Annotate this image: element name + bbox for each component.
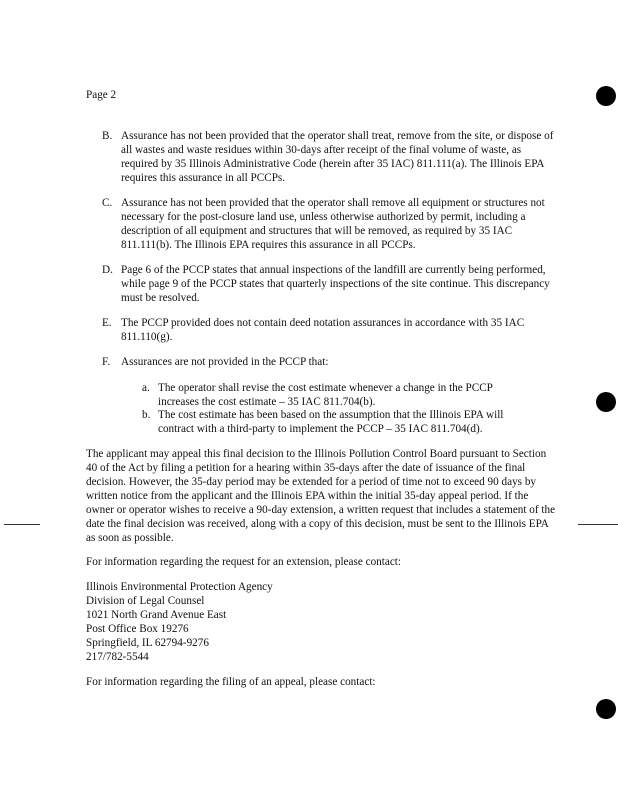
hole-punch-top [596, 86, 616, 106]
list-item-d [102, 263, 558, 305]
sub-item-b [142, 408, 534, 436]
address-line: Post Office Box 19276 [86, 623, 189, 635]
list-text: Page 6 of the PCCP states that annual inspections of the landfill are currently being performed, while page 9 of the PCCP states that quarterly inspections of the site continue. This discrepancy must be resolved. [121, 264, 550, 304]
list-letter: E. [102, 317, 112, 329]
margin-rule-right [578, 524, 618, 525]
margin-rule-left [4, 524, 40, 525]
page-label: Page 2 [86, 89, 117, 101]
list-letter: C. [102, 197, 113, 209]
extension-info: For information regarding the request for an extension, please contact: [86, 556, 402, 568]
list-item-c [102, 196, 558, 252]
address-line: Illinois Environmental Protection Agency [86, 581, 273, 593]
sub-text: The cost estimate has been based on the assumption that the Illinois EPA will contract with a third-party to implement the PCCP – 35 IAC 811.704(d). [158, 409, 504, 435]
list-item-e [102, 316, 558, 344]
appeal-paragraph: The applicant may appeal this final decision to the Illinois Pollution Control Board pursuant to Section 40 of the Act by filing a petition for a hearing within 35-days after the date of issuance of the final decision. However, the 35-day period may be extended for a period of time not to exceed 90 days by written notice from the applicant and the Illinois EPA within the initial 35-day appeal period. If the owner or operator wishes to receive a 90-day extension, a written request that includes a statement of the date the final decision was received, along with a copy of this decision, must be sent to the Illinois EPA as soon as possible. [86, 448, 556, 544]
sub-letter: b. [142, 409, 151, 421]
hole-punch-middle [596, 392, 616, 412]
list-letter: F. [102, 356, 111, 368]
address-line: Division of Legal Counsel [86, 595, 205, 607]
list-letter: B. [102, 130, 113, 142]
address-line: 1021 North Grand Avenue East [86, 609, 227, 621]
sub-letter: a. [142, 382, 150, 394]
list-text: Assurance has not been provided that the operator shall treat, remove from the site, or dispose of all wastes and waste residues within 30-days after receipt of the final volume of waste, as required by 35 Illinois Administrative Code (herein after 35 IAC) 811.111(a). The Illinois EPA requires this assurance in all PCCPs. [121, 130, 554, 184]
list-item-b [102, 129, 558, 185]
hole-punch-bottom [596, 699, 616, 719]
sub-item-a [142, 381, 534, 409]
list-text: Assurance has not been provided that the operator shall remove all equipment or structures not necessary for the post-closure land use, unless otherwise authorized by permit, including a description of all equipment and structures that will be removed, as required by 35 IAC 811.111(b). The Illinois EPA requires this assurance in all PCCPs. [121, 197, 545, 251]
address-line: 217/782-5544 [86, 651, 149, 663]
appeal-info: For information regarding the filing of an appeal, please contact: [86, 676, 376, 688]
list-text: The PCCP provided does not contain deed notation assurances in accordance with 35 IAC 811.110(g). [121, 317, 525, 343]
list-item-f [102, 355, 558, 369]
list-letter: D. [102, 264, 113, 276]
list-text: Assurances are not provided in the PCCP that: [121, 356, 329, 368]
contact-address [86, 580, 386, 664]
sub-text: The operator shall revise the cost estimate whenever a change in the PCCP increases the cost estimate – 35 IAC 811.704(b). [158, 382, 493, 408]
address-line: Springfield, IL 62794-9276 [86, 637, 209, 649]
